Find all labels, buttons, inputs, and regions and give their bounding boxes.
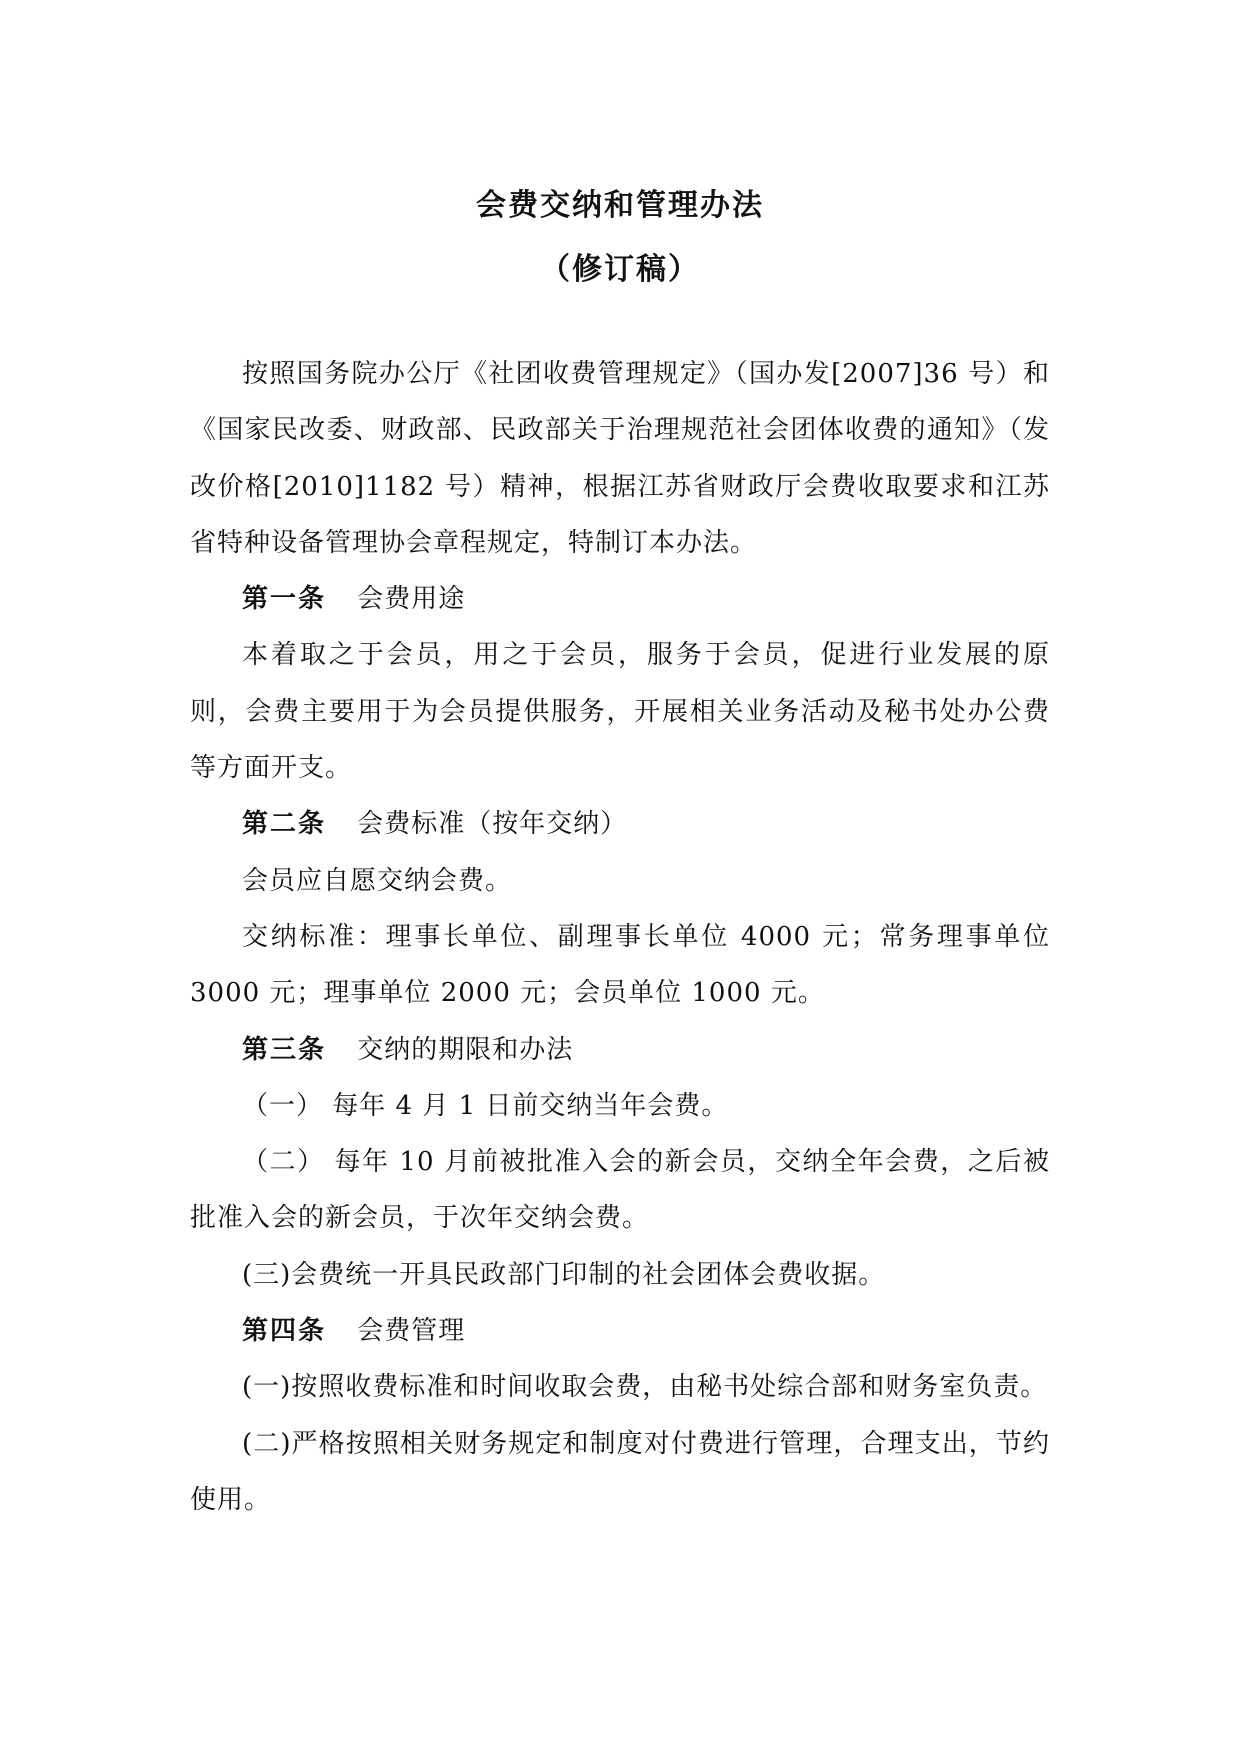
- article-paragraph: (二)严格按照相关财务规定和制度对付费进行管理，合理支出，节约使用。: [190, 1428, 1050, 1515]
- article-paragraph: （二） 每年 10 月前被批准入会的新会员，交纳全年会费，之后被批准入会的新会员，于次年交纳会费。: [190, 1147, 1050, 1234]
- article-1-heading: [190, 571, 1050, 627]
- article-name: 会费标准（按年交纳）: [357, 809, 628, 840]
- article-paragraph: (三)会费统一开具民政部门印制的社会团体会费收据。: [242, 1259, 886, 1290]
- article-number: 第二条: [242, 809, 327, 840]
- article-paragraph: （一） 每年 4 月 1 日前交纳当年会费。: [242, 1090, 729, 1121]
- article-number: 第三条: [242, 1034, 327, 1065]
- article-name: 会费用途: [357, 584, 466, 615]
- document-body: [190, 346, 1050, 1528]
- article-2-heading: [190, 796, 1050, 852]
- article-4-heading: [190, 1303, 1050, 1359]
- article-3-heading: [190, 1022, 1050, 1078]
- preamble-paragraph: 按照国务院办公厅《社团收费管理规定》（国办发[2007]36 号）和《国家民改委、财政部、民政部关于治理规范社会团体收费的通知》（发改价格[2010]1182 号）精神，根据江苏省财政厅会费收取要求和江苏省特种设备管理协会章程规定，特制订本办法。: [190, 359, 1050, 558]
- article-paragraph: 本着取之于会员，用之于会员，服务于会员，促进行业发展的原则，会费主要用于为会员提供服务，开展相关业务活动及秘书处办公费等方面开支。: [190, 640, 1050, 784]
- document-subtitle: （修订稿）: [540, 252, 700, 287]
- article-paragraph: 会员应自愿交纳会费。: [242, 865, 513, 896]
- article-number: 第四条: [242, 1316, 327, 1347]
- article-name: 会费管理: [357, 1316, 466, 1347]
- article-paragraph: (一)按照收费标准和时间收取会费，由秘书处综合部和财务室负责。: [242, 1372, 1048, 1403]
- article-number: 第一条: [242, 584, 327, 615]
- article-paragraph: 交纳标准：理事长单位、副理事长单位 4000 元；常务理事单位 3000 元；理事单位 2000 元；会员单位 1000 元。: [190, 921, 1050, 1009]
- article-name: 交纳的期限和办法: [357, 1034, 574, 1065]
- document-title: 会费交纳和管理办法: [476, 188, 764, 223]
